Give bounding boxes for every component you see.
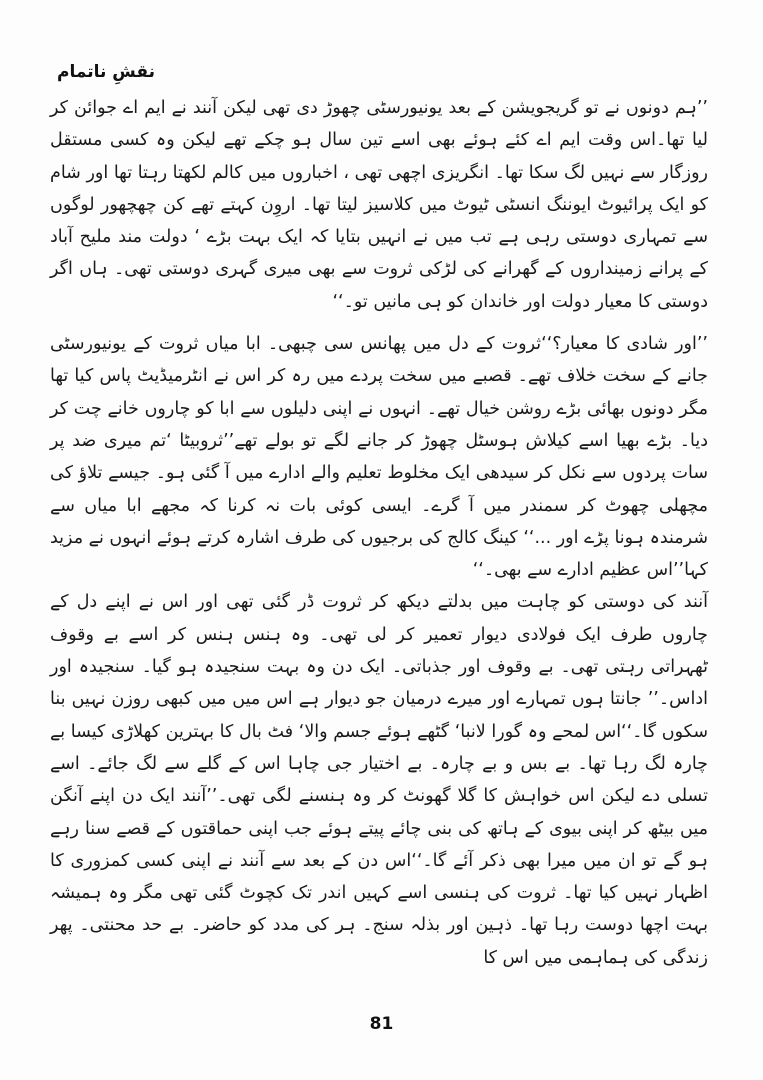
paragraph-1: ’’ہم دونوں نے تو گریجویشن کے بعد یونیورسٹی چھوڑ دی تھی لیکن آنند نے ایم اے جوائن کر لیا تھا۔اس وقت ایم اے کئے ہوئے بھی اسے تین سال ہو چکے تھے لیکن وہ کسی مستقل روزگار سے نہیں لگ سکا تھا۔ انگریزی اچھی تھی ، اخباروں میں کالم لکھتا رہتا تھا اور شام کو ایک پرائیوٹ ایوننگ انسٹی ٹیوٹ میں کلاسیز لیتا تھا۔ اروِن کہتے تھے کن چھچھور لوگوں سے تمہاری دوستی رہی ہے تب میں نے انہیں بتایا کہ ایک بہت بڑے ‘ دولت مند ملیح آباد کے پرانے زمینداروں کے گھرانے کی لڑکی ثروت سے بھی میری گہری دوستی تھی۔ ہاں اگر دوستی کا معیار دولت اور خاندان کو ہی مانیں تو۔‘‘	[50, 98, 708, 312]
running-header-title: نقشِ ناتمام	[57, 62, 155, 82]
body-text	[50, 92, 708, 974]
paragraph-3: آنند کی دوستی کو چاہت میں بدلتے دیکھ کر ثروت ڈر گئی تھی اور اس نے اپنے دل کے چاروں طرف ایک فولادی دیوار تعمیر کر لی تھی۔ وہ ہنس ہنس کر اسے بے وقوف ٹھہراتی رہتی تھی۔ بے وقوف اور جذباتی۔ ایک دن وہ بہت سنجیدہ ہو گیا۔ سنجیدہ اور اداس۔’’ جانتا ہوں تمہارے اور میرے درمیان جو دیوار ہے اس میں میں کبھی روزن نہیں بنا سکوں گا۔‘‘اس لمحے وہ گورا لانبا‘ گٹھے ہوئے جسم والا‘ فٹ بال کا بہترین کھلاڑی کیسا بے چارہ لگ رہا تھا۔ بے بس و بے چارہ۔ بے اختیار جی چاہا اس کے گلے سے لگ جائے۔ اسے تسلی دے لیکن اس خواہش کا گلا گھونٹ کر وہ ہنسنے لگی تھی۔’’آنند ایک دن اپنے آنگن میں بیٹھ کر اپنی بیوی کے ہاتھ کی بنی چائے پیتے ہوئے جب اپنی حماقتوں کے قصے سنا رہے ہو گے تو ان میں میرا بھی ذکر آئے گا۔‘‘اس دن کے بعد سے آنند نے اپنی کسی کمزوری کا اظہار نہیں کیا تھا۔ ثروت کی ہنسی اسے کہیں اندر تک کچوٹ گئی تھی مگر وہ ہمیشہ بہت اچھا دوست رہا تھا۔ ذہین اور بذلہ سنج۔ ہر کی مدد کو حاضر۔ بے حد محنتی۔ پھر زندگی کی ہماہمی میں اس کا	[50, 592, 708, 968]
page-number: 81	[369, 1014, 394, 1034]
paragraph-2: ’’اور شادی کا معیار؟‘‘ثروت کے دل میں پھانس سی چبھی۔ ابا میاں ثروت کے یونیورسٹی جانے کے سخت خلاف تھے۔ قصبے میں سخت پردے میں رہ کر اس نے انٹرمیڈیٹ پاس کیا تھا مگر دونوں بھائی بڑے روشن خیال تھے۔ انہوں نے اپنی دلیلوں سے ابا کو چاروں خانے چت کر دیا۔ بڑے بھیا اسے کیلاش ہوسٹل چھوڑ کر جانے لگے تو بولے تھے’’ثروبیٹا ‘تم میری ضد پر سات پردوں سے نکل کر سیدھی ایک مخلوط تعلیم والے ادارے میں آ گئی ہو۔ جیسے تلاؤ کی مچھلی چھوٹ کر سمندر میں آ گرے۔ ایسی کوئی بات نہ کرنا کہ مجھے ابا میاں سے شرمندہ ہونا پڑے اور ...‘‘ کینگ کالج کی برجیوں کی طرف اشارہ کرتے ہوئے انہوں نے مزید کہا’’اس عظیم ادارے سے بھی۔‘‘	[50, 334, 708, 581]
